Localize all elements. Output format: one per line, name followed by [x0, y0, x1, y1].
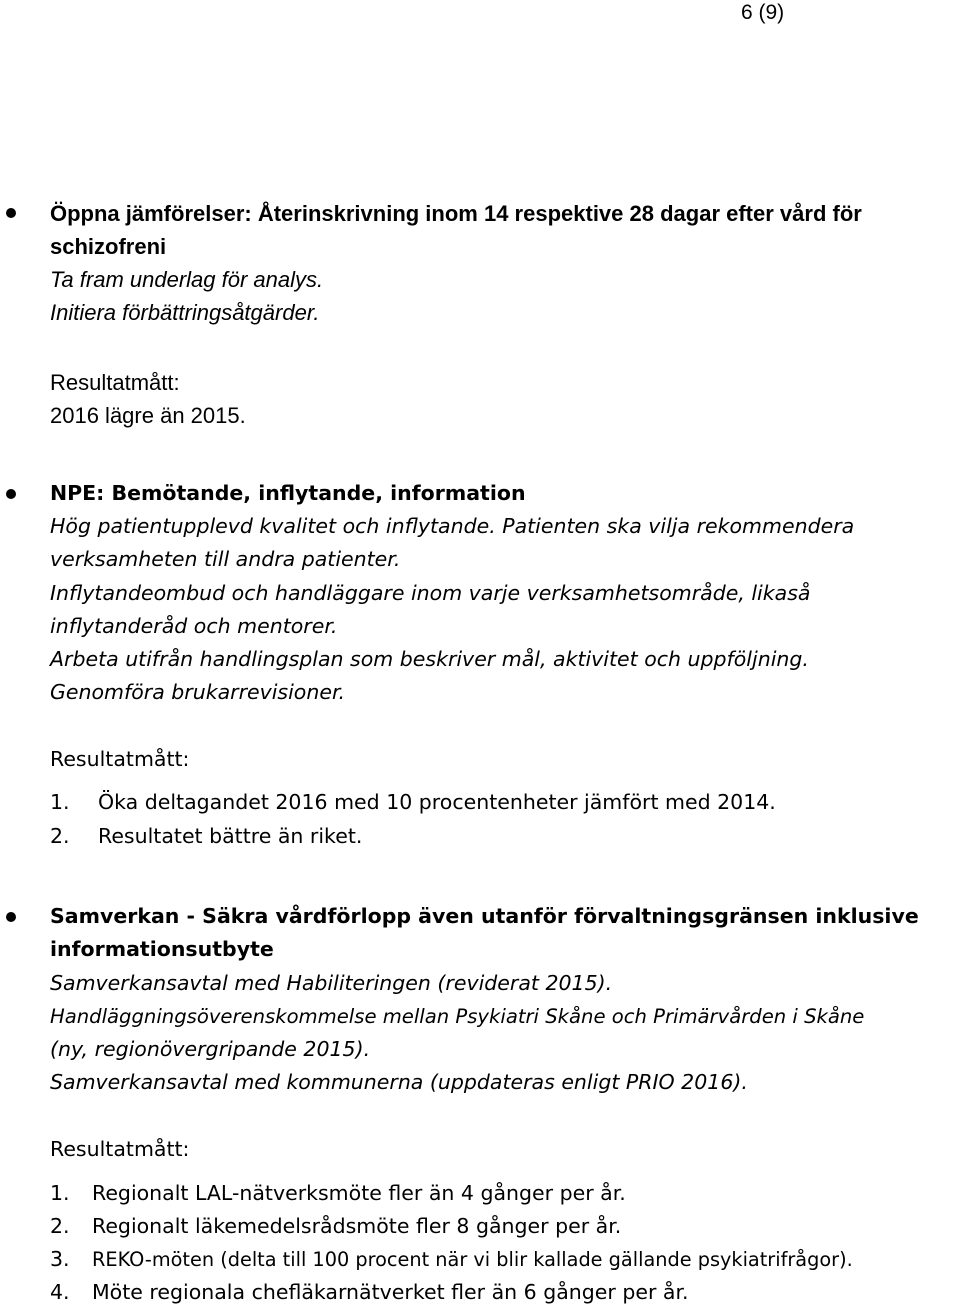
action-line: verksamheten till andra patienter. — [50, 547, 401, 571]
result-item: Öka deltagandet 2016 med 10 procentenheter jämfört med 2014. — [98, 790, 776, 814]
action-line: Arbeta utifrån handlingsplan som beskriver mål, aktivitet och uppföljning. — [50, 647, 809, 671]
action-line: Initiera förbättringsåtgärder. — [50, 300, 320, 325]
result-label: Resultatmått: — [50, 1137, 190, 1161]
section-heading: schizofreni — [50, 234, 167, 259]
action-line: Genomföra brukarrevisioner. — [50, 680, 346, 704]
result-label: Resultatmått: — [50, 747, 190, 771]
action-line: inflytanderåd och mentorer. — [50, 614, 338, 638]
action-line: Ta fram underlag för analys. — [50, 267, 324, 292]
result-item: Regionalt läkemedelsrådsmöte fler 8 gånger per år. — [92, 1214, 622, 1238]
action-line: Handläggningsöverenskommelse mellan Psykiatri Skåne och Primärvården i Skåne — [50, 1005, 865, 1028]
section-heading: Öppna jämförelser: Återinskrivning inom 14 respektive 28 dagar efter vård för — [50, 201, 862, 226]
result-number: 2. — [50, 1214, 70, 1238]
result-label: Resultatmått: — [50, 370, 180, 395]
action-line: Hög patientupplevd kvalitet och inflytande. Patienten ska vilja rekommendera — [50, 514, 855, 538]
result-item: Resultatet bättre än riket. — [98, 824, 363, 848]
result-text: 2016 lägre än 2015. — [50, 403, 246, 428]
result-number: 1. — [50, 1181, 70, 1205]
action-line: (ny, regionövergripande 2015). — [50, 1037, 371, 1061]
result-number: 1. — [50, 790, 70, 814]
result-number: 2. — [50, 824, 70, 848]
action-line: Inflytandeombud och handläggare inom varje verksamhetsområde, likaså — [50, 581, 811, 605]
bullet-icon — [6, 208, 16, 218]
result-item: Regionalt LAL-nätverksmöte fler än 4 gånger per år. — [92, 1181, 626, 1205]
result-number: 4. — [50, 1280, 70, 1304]
action-line: Samverkansavtal med Habiliteringen (reviderat 2015). — [50, 971, 613, 995]
section-heading: NPE: Bemötande, inflytande, information — [50, 481, 526, 505]
result-number: 3. — [50, 1247, 70, 1271]
page-number: 6 (9) — [741, 1, 785, 24]
result-item: Möte regionala chefläkarnätverket fler än 6 gånger per år. — [92, 1280, 689, 1304]
result-item: REKO-möten (delta till 100 procent när vi blir kallade gällande psykiatrifrågor). — [92, 1248, 853, 1271]
action-line: Samverkansavtal med kommunerna (uppdateras enligt PRIO 2016). — [50, 1070, 748, 1094]
section-heading: informationsutbyte — [50, 937, 274, 961]
section-heading: Samverkan - Säkra vårdförlopp även utanför förvaltningsgränsen inklusive — [50, 904, 919, 928]
bullet-icon — [6, 912, 16, 922]
bullet-icon — [6, 489, 16, 499]
